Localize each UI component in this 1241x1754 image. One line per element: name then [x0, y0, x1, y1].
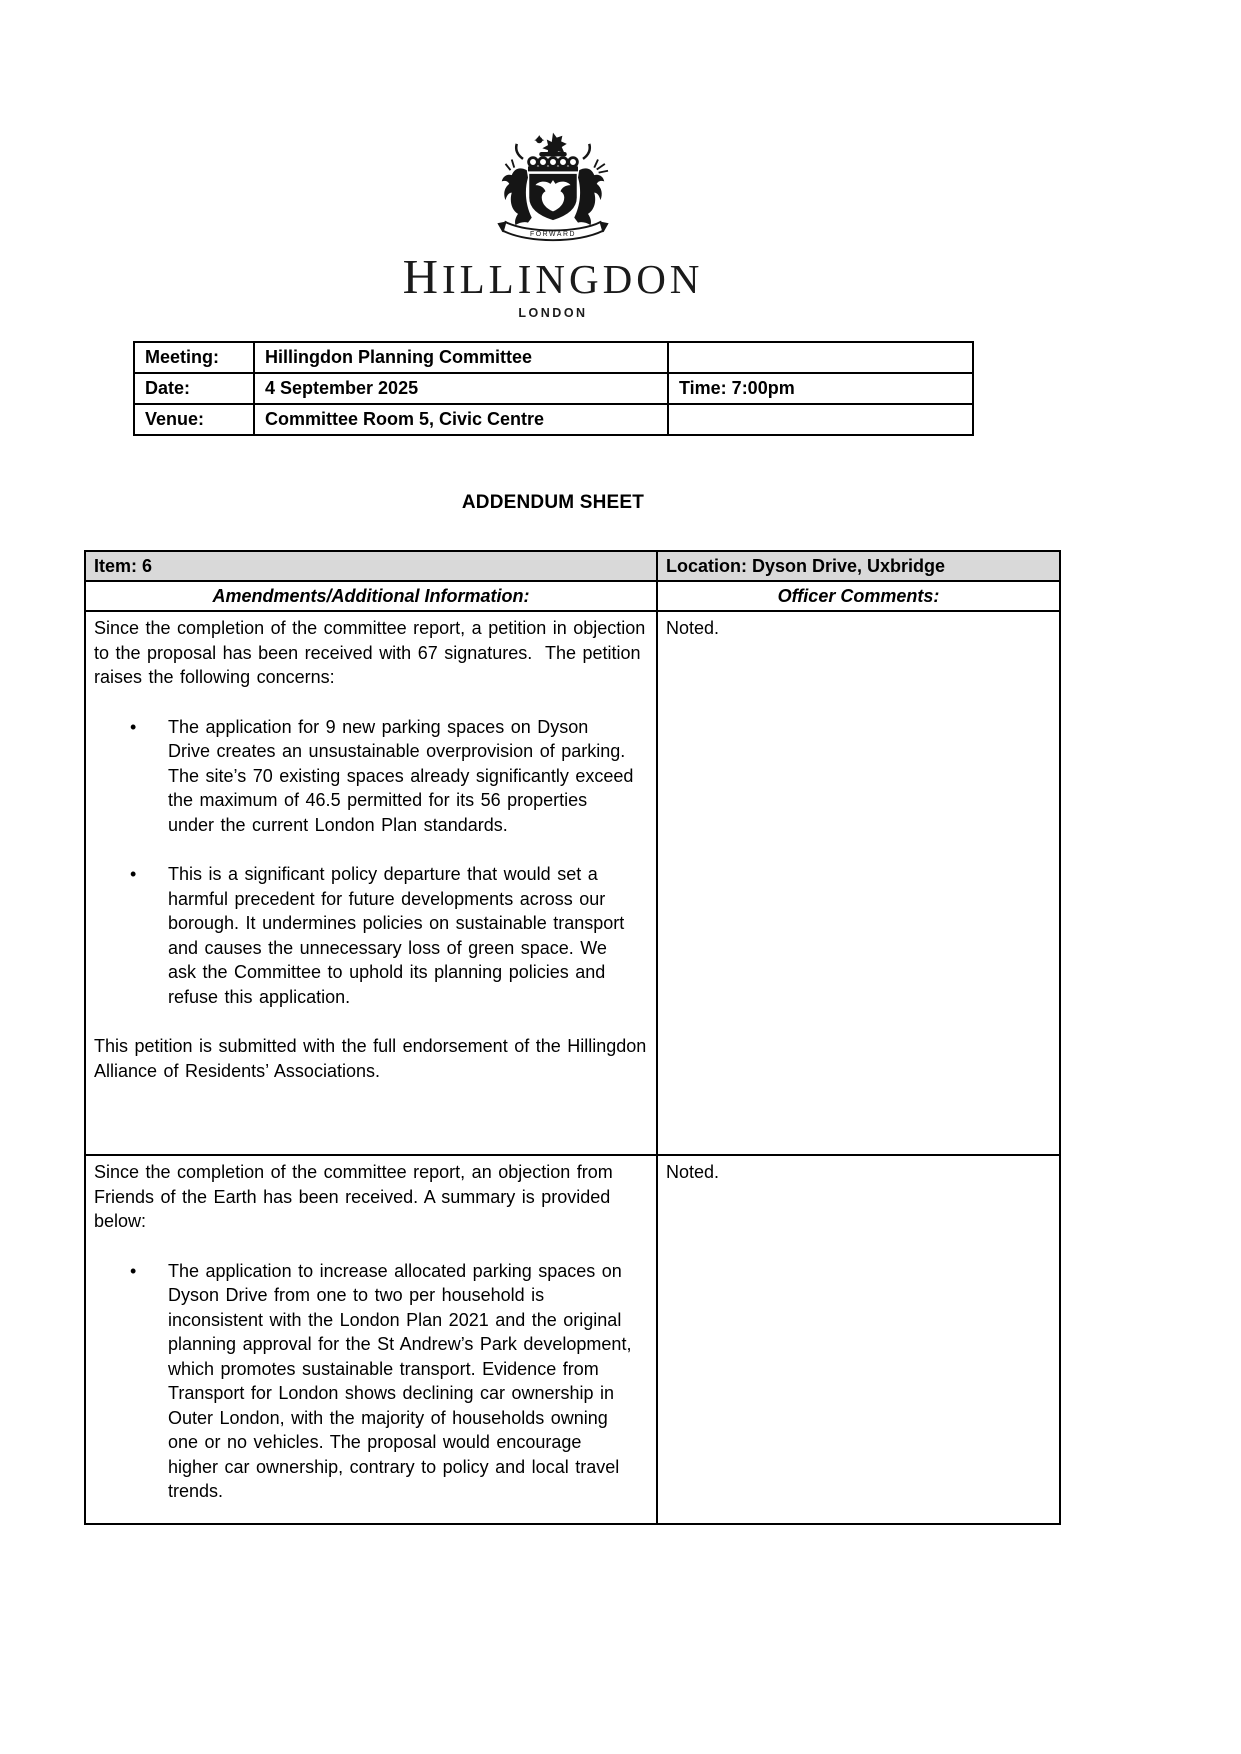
- bullet-icon: •: [130, 864, 137, 885]
- amendment-cell: [85, 1155, 657, 1524]
- venue-row-extra: [668, 404, 973, 435]
- amendment-intro-paragraph: Since the completion of the committee report, a petition in objection to the proposal has been received with 67 signatures. The petition raises the following concerns:: [94, 618, 652, 688]
- bullet-text: This is a significant policy departure that would set a harmful precedent for future developments across our borough. It undermines policies on sustainable transport and causes the unnecessary loss of green space. We ask the Committee to uphold its planning policies and refuse this application.: [168, 864, 625, 1007]
- officer-comment: Noted.: [666, 618, 720, 639]
- crest-motto: FORWARD: [530, 230, 576, 238]
- amendment-outro-paragraph: This petition is submitted with the full endorsement of the Hillingdon Alliance of Residents’ Associations.: [94, 1036, 652, 1081]
- officer-comment-cell: [657, 611, 1060, 1155]
- date-row-value: 4 September 2025: [254, 373, 668, 404]
- venue-row-label: Venue:: [134, 404, 254, 435]
- item-location-header: Location: Dyson Drive, Uxbridge: [657, 551, 1060, 581]
- bullet-icon: •: [130, 716, 137, 737]
- bullet-text: The application to increase allocated parking spaces on Dyson Drive from one to two per household is inconsistent with the London Plan 2021 and the original planning approval for the St Andrew’s Park development, which promotes sustainable transport. Evidence from Transport for London shows declining car ownership in Outer London, with the majority of households owning one or no vehicles. The proposal would encourage higher car ownership, contrary to policy and local travel trends.: [168, 1260, 632, 1502]
- bullet-icon: •: [130, 1260, 137, 1281]
- item-number-header: Item: 6: [85, 551, 657, 581]
- date-row-label: Date:: [134, 373, 254, 404]
- amendment-intro-paragraph: Since the completion of the committee report, an objection from Friends of the Earth has been received. A summary is provided below:: [94, 1162, 620, 1232]
- masthead: [84, 0, 1022, 320]
- content-column: [84, 0, 1022, 514]
- item-header-row: [85, 551, 1060, 581]
- amendment-cell: [85, 611, 657, 1155]
- venue-row: [134, 404, 973, 435]
- amendment-row-petition: [85, 611, 1060, 1155]
- date-row: [134, 373, 973, 404]
- page-title: ADDENDUM SHEET: [461, 492, 645, 514]
- meeting-row-label: Meeting:: [134, 342, 254, 373]
- logo-subtitle: LONDON: [518, 306, 588, 321]
- bullet-item: [130, 862, 648, 1009]
- amendments-column-header: Amendments/Additional Information:: [85, 581, 657, 611]
- date-row-time: Time: 7:00pm: [668, 373, 973, 404]
- officer-comment: Noted.: [666, 1162, 720, 1183]
- addendum-item-table: [84, 550, 1061, 1525]
- meeting-details-table: [133, 341, 974, 436]
- officer-comment-cell: [657, 1155, 1060, 1524]
- meeting-row-value: Hillingdon Planning Committee: [254, 342, 668, 373]
- venue-row-value: Committee Room 5, Civic Centre: [254, 404, 668, 435]
- officer-comments-column-header: Officer Comments:: [657, 581, 1060, 611]
- bullet-text: The application for 9 new parking spaces on Dyson Drive creates an unsustainable overprovision of parking. The site’s 70 existing spaces already significantly exceed the maximum of 46.5 permitted for its 56 properties under the current London Plan standards.: [168, 716, 634, 835]
- bullet-item: [130, 1259, 648, 1504]
- meeting-row: [134, 342, 973, 373]
- logo-wordmark: HILLINGDON: [402, 249, 704, 304]
- column-header-row: [85, 581, 1060, 611]
- hillingdon-crest-icon: [478, 130, 628, 249]
- meeting-row-extra: [668, 342, 973, 373]
- amendment-row-objection: [85, 1155, 1060, 1524]
- bullet-item: [130, 715, 648, 838]
